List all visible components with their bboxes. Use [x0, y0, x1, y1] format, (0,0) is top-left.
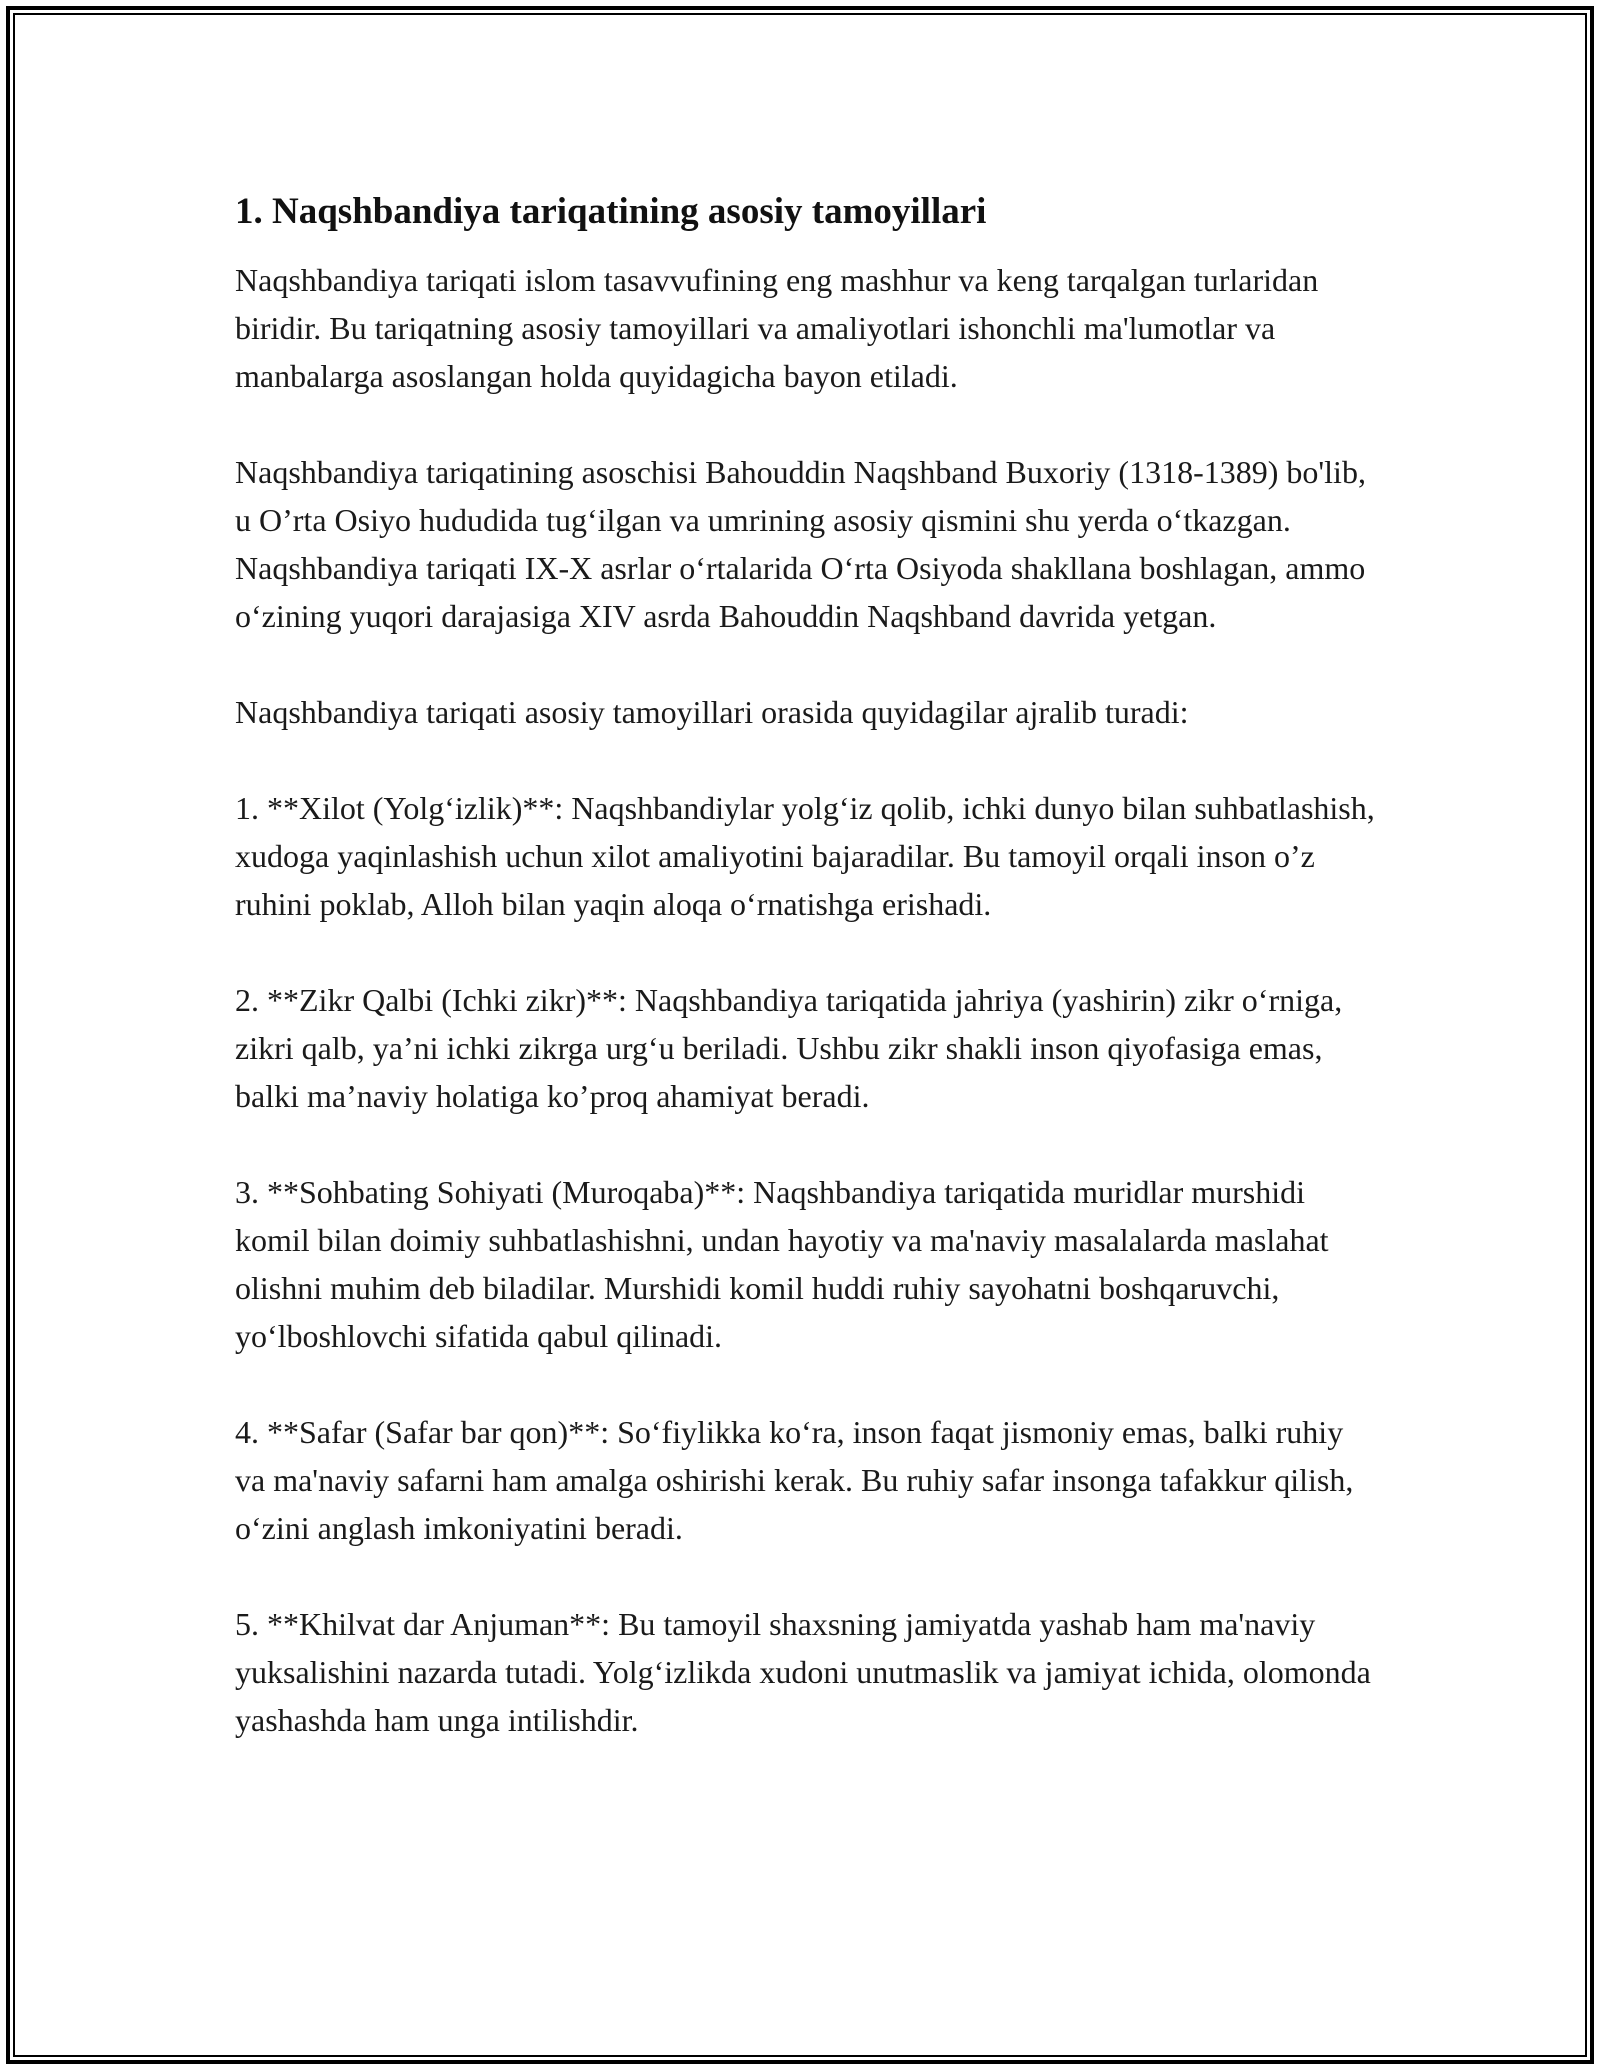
principle-3-paragraph: 3. **Sohbating Sohiyati (Muroqaba)**: Naqshbandiya tariqatida muridlar murshidi komil bilan doimiy suhbatlashishni, undan hayotiy va ma'naviy masalalarda maslahat olishni muhim deb biladilar. Murshidi komil huddi ruhiy sayohatni boshqaruvchi, yo‘lboshlovchi sifatida qabul qilinadi. [235, 1174, 1329, 1354]
principle-4-paragraph: 4. **Safar (Safar bar qon)**: So‘fiylikka ko‘ra, inson faqat jismoniy emas, balki ruhiy va ma'naviy safarni ham amalga oshirishi kerak. Bu ruhiy safar insonga tafakkur qilish, o‘zini anglash imkoniyatini beradi. [235, 1414, 1354, 1546]
founder-paragraph: Naqshbandiya tariqatining asoschisi Bahouddin Naqshband Buxoriy (1318-1389) bo'lib, u O’rta Osiyo hududida tug‘ilgan va umrining asosiy qismini shu yerda o‘tkazgan. Naqshbandiya tariqati IX-X asrlar o‘rtalarida O‘rta Osiyoda shakllana boshlagan, ammo o‘zining yuqori darajasiga XIV asrda Bahouddin Naqshband davrida yetgan. [235, 454, 1366, 634]
principle-5-paragraph: 5. **Khilvat dar Anjuman**: Bu tamoyil shaxsning jamiyatda yashab ham ma'naviy yuksalishini nazarda tutadi. Yolg‘izlikda xudoni unutmaslik va jamiyat ichida, olomonda yashashda ham unga intilishdir. [235, 1606, 1371, 1738]
principle-2-paragraph: 2. **Zikr Qalbi (Ichki zikr)**: Naqshbandiya tariqatida jahriya (yashirin) zikr o‘rniga, zikri qalb, ya’ni ichki zikrga urg‘u beriladi. Ushbu zikr shakli inson qiyofasiga emas, balki ma’naviy holatiga ko’proq ahamiyat beradi. [235, 982, 1343, 1114]
principle-1-paragraph: 1. **Xilot (Yolg‘izlik)**: Naqshbandiylar yolg‘iz qolib, ichki dunyo bilan suhbatlashish, xudoga yaqinlashish uchun xilot amaliyotini bajaradilar. Bu tamoyil orqali inson o’z ruhini poklab, Alloh bilan yaqin aloqa o‘rnatishga erishadi. [235, 790, 1375, 922]
document-body [235, 188, 1375, 1744]
section-heading: 1. Naqshbandiya tariqatining asosiy tamoyillari [235, 191, 987, 232]
principles-intro-paragraph: Naqshbandiya tariqati asosiy tamoyillari orasida quyidagilar ajralib turadi: [235, 694, 1189, 730]
intro-paragraph: Naqshbandiya tariqati islom tasavvufining eng mashhur va keng tarqalgan turlaridan biridir. Bu tariqatning asosiy tamoyillari va amaliyotlari ishonchli ma'lumotlar va manbalarga asoslangan holda quyidagicha bayon etiladi. [235, 262, 1319, 394]
